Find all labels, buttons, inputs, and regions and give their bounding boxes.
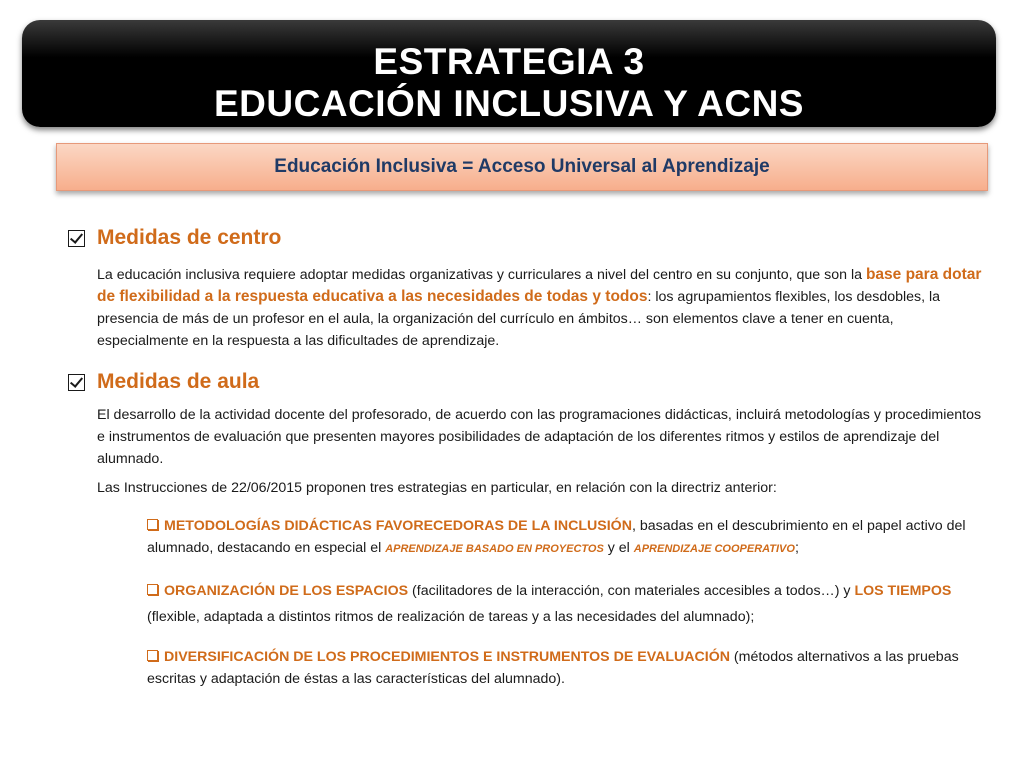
section-heading-centro: [68, 224, 281, 252]
paragraph-centro-highlight: base para dotar de flexibilidad a la respuesta educativa a las necesidades de todas y todos: [97, 266, 982, 305]
paragraph-aula: El desarrollo de la actividad docente del profesorado, de acuerdo con las programaciones didácticas, incluirá metodologías y procedimientos e instrumentos de evaluación que presenten mayores posibilidades de adaptación de los diferentes ritmos y estilos de aprendizaje del alumnado.: [97, 407, 982, 467]
item2-title: ORGANIZACIÓN DE LOS ESPACIOS: [164, 583, 409, 599]
list-item-metodologias: [147, 515, 977, 560]
section-heading-aula-text: Medidas de aula: [97, 370, 260, 393]
item3-text: (métodos alternativos a las pruebas escritas y adaptación de éstas a las características del alumnado).: [147, 649, 959, 687]
item1-text3: ;: [794, 540, 799, 556]
item2-text1: (facilitadores de la interacción, con materiales accesibles a todos…) y: [408, 583, 855, 599]
item1-text2: y el: [603, 540, 634, 556]
item1-highlight1: APRENDIZAJE BASADO EN PROYECTOS: [385, 543, 604, 555]
item1-highlight2: APRENDIZAJE COOPERATIVO: [633, 543, 795, 555]
item1-text1: , basadas en el descubrimiento en el papel activo del alumnado, destacando en especial el: [147, 518, 966, 556]
title-banner: [22, 20, 996, 127]
list-item-evaluacion: [147, 646, 977, 690]
checkbox-icon: [68, 230, 85, 247]
subtitle-banner: [56, 143, 988, 191]
list-item-espacios: [147, 578, 977, 630]
title-line-1: ESTRATEGIA 3: [373, 41, 645, 82]
paragraph-centro-part2: : los agrupamientos flexibles, los desdobles, la presencia de más de un profesor en el aula, la organización del currículo en ámbitos… son elementos clave a tener en cuenta, especialmente en la respuesta a las dificultades de aprendizaje.: [97, 289, 941, 349]
paragraph-centro: [97, 264, 987, 352]
item3-title: DIVERSIFICACIÓN DE LOS PROCEDIMIENTOS E INSTRUMENTOS DE EVALUACIÓN: [164, 649, 730, 665]
paragraph-centro-part1: La educación inclusiva requiere adoptar medidas organizativas y curriculares a nivel del centro en su conjunto, que son la: [97, 267, 866, 283]
square-bullet-icon: [147, 650, 158, 661]
paragraph-instrucciones: Las Instrucciones de 22/06/2015 proponen tres estrategias en particular, en relación con la directriz anterior:: [97, 480, 777, 496]
item2-title2: LOS TIEMPOS: [854, 583, 952, 599]
title-line-2: EDUCACIÓN INCLUSIVA Y ACNS: [214, 83, 804, 124]
square-bullet-icon: [147, 519, 158, 530]
square-bullet-icon: [147, 584, 158, 595]
item1-title: METODOLOGÍAS DIDÁCTICAS FAVORECEDORAS DE LA INCLUSIÓN: [164, 518, 632, 534]
checkbox-icon: [68, 374, 85, 391]
item2-text2: (flexible, adaptada a distintos ritmos de realización de tareas y a las necesidades del alumnado);: [147, 609, 755, 625]
section-heading-aula: [68, 368, 259, 396]
subtitle-text: Educación Inclusiva = Acceso Universal al Aprendizaje: [274, 156, 770, 177]
section-heading-centro-text: Medidas de centro: [97, 226, 282, 249]
